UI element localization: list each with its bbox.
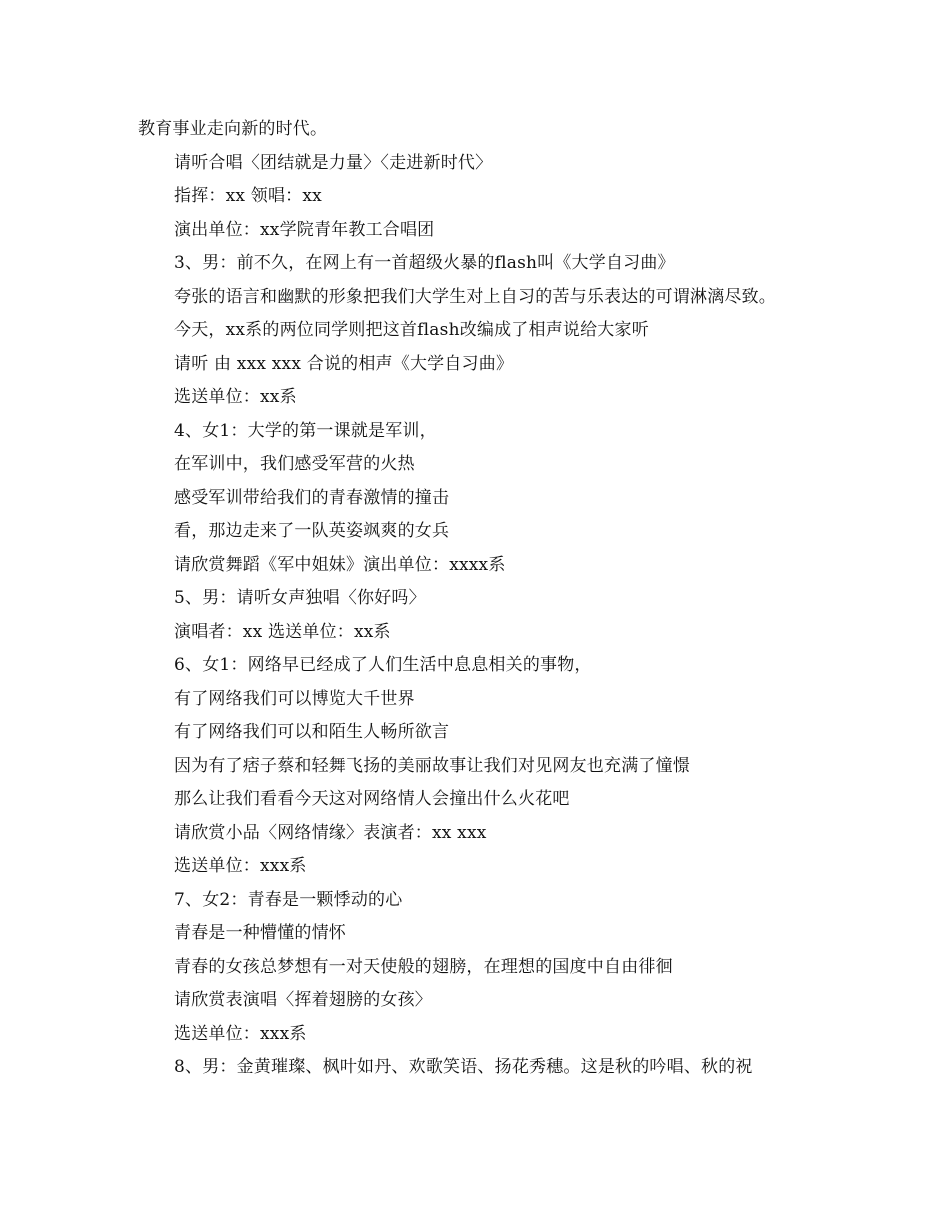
text-line: 夸张的语言和幽默的形象把我们大学生对上自习的苦与乐表达的可谓淋漓尽致。 [174, 286, 776, 307]
text-line: 教育事业走向新的时代。 [138, 119, 328, 139]
text-line: 请欣赏小品〈网络情缘〉表演者：xx xxx [174, 822, 487, 843]
text-line: 选送单位：xx系 [174, 387, 297, 407]
text-line: 青春的女孩总梦想有一对天使般的翅膀，在理想的国度中自由徘徊 [174, 956, 673, 977]
text-line: 因为有了痞子蔡和轻舞飞扬的美丽故事让我们对见网友也充满了憧憬 [174, 755, 690, 776]
text-line: 选送单位：xxx系 [174, 856, 307, 876]
text-line: 今天，xx系的两位同学则把这首flash改编成了相声说给大家听 [174, 320, 649, 340]
text-line: 请听 由 xxx xxx 合说的相声《大学自习曲》 [174, 353, 514, 374]
text-line: 有了网络我们可以和陌生人畅所欲言 [174, 722, 450, 742]
text-line: 3、男：前不久，在网上有一首超级火暴的flash叫《大学自习曲》 [174, 253, 675, 273]
text-line: 在军训中，我们感受军营的火热 [174, 454, 415, 474]
text-line: 请欣赏舞蹈《军中姐妹》演出单位：xxxx系 [174, 554, 506, 575]
text-line: 那么让我们看看今天这对网络情人会撞出什么火花吧 [174, 789, 570, 809]
text-line: 请欣赏表演唱〈挥着翅膀的女孩〉 [174, 990, 432, 1010]
text-line: 感受军训带给我们的青春激情的撞击 [174, 487, 450, 508]
text-line: 8、男：金黄璀璨、枫叶如丹、欢歌笑语、扬花秀穗。这是秋的吟唱、秋的祝 [174, 1057, 753, 1077]
text-line: 指挥：xx 领唱：xx [174, 186, 322, 206]
text-line: 5、男：请听女声独唱〈你好吗〉 [174, 588, 426, 608]
text-line: 7、女2：青春是一颗悸动的心 [174, 889, 403, 910]
text-line: 选送单位：xxx系 [174, 1023, 307, 1044]
document-body [138, 113, 838, 1085]
text-line: 看，那边走来了一队英姿飒爽的女兵 [174, 521, 450, 541]
text-line: 6、女1：网络早已经成了人们生活中息息相关的事物， [174, 655, 592, 675]
text-line: 演唱者：xx 选送单位：xx系 [174, 621, 391, 642]
text-line: 演出单位：xx学院青年教工合唱团 [174, 219, 435, 240]
text-line: 有了网络我们可以博览大千世界 [174, 688, 415, 709]
text-line: 请听合唱〈团结就是力量〉〈走进新时代〉 [174, 152, 493, 173]
text-line: 4、女1：大学的第一课就是军训， [174, 420, 437, 441]
text-line: 青春是一种懵懂的情怀 [174, 923, 346, 943]
